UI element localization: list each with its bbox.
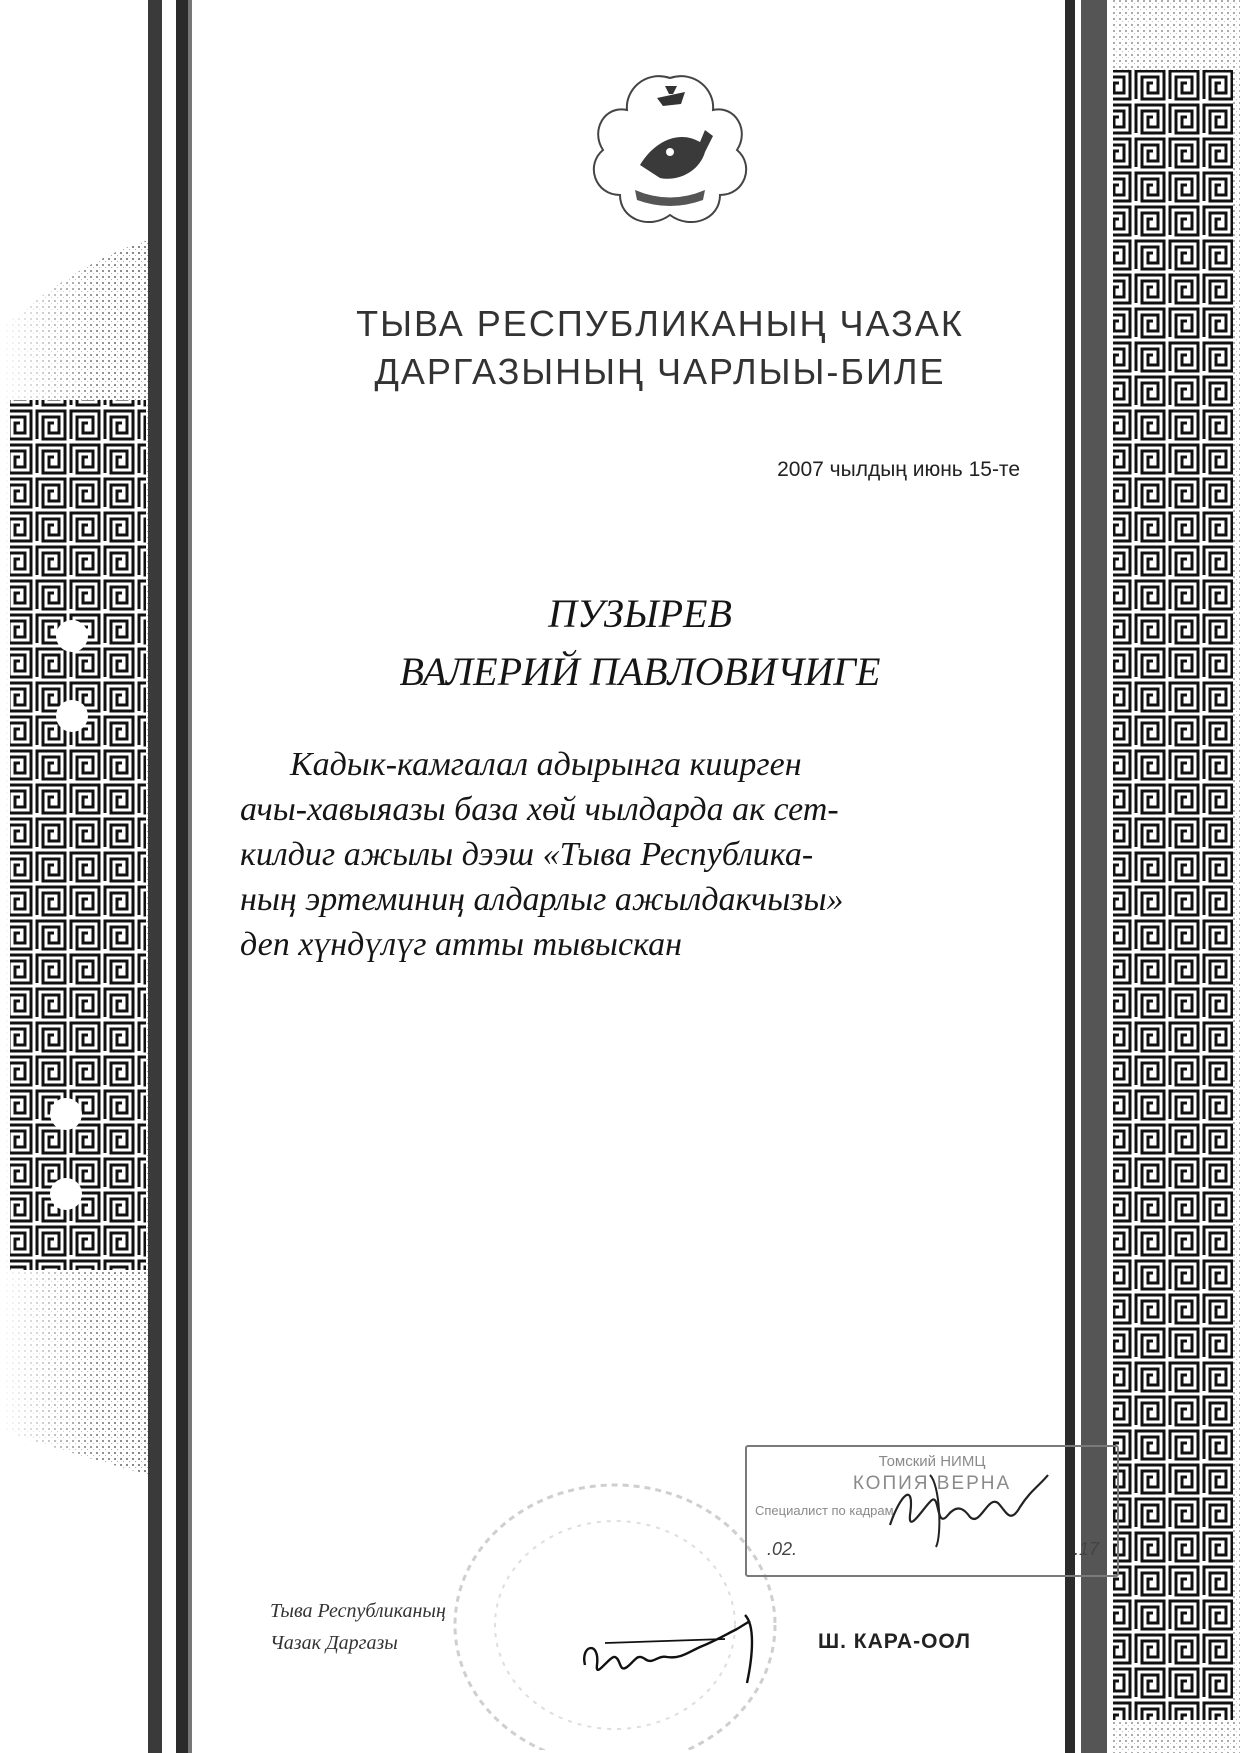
citation-line: Кадык-камгалал адырынга киирген (290, 746, 802, 783)
heading-line-1: ТЫВА РЕСПУБЛИКАНЫҢ ЧАЗАК (356, 303, 964, 344)
recipient-surname: ПУЗЫРЕВ (548, 591, 732, 636)
punch-hole (56, 620, 88, 652)
punch-hole (56, 700, 88, 732)
stamp-date-mark: .02. (767, 1539, 798, 1559)
heading-line-2: ДАРГАЗЫНЫҢ ЧАРЛЫЫ-БИЛЕ (374, 351, 946, 392)
document-date: 2007 чылдың июнь 15-те (777, 458, 1020, 481)
citation-line: килдиг ажылы дээш «Тыва Республика- (240, 836, 814, 873)
stamp-signature-icon (870, 1455, 1070, 1555)
citation-text (240, 742, 1020, 967)
stamp-year-mark: .17 (1073, 1539, 1099, 1559)
citation-line: деп хүндүлүг атты тывыскан (240, 926, 682, 963)
issuer-line-2: Чазак Даргазы (270, 1632, 398, 1654)
recipient-given-names: ВАЛЕРИЙ ПАВЛОВИЧИГЕ (399, 649, 881, 694)
issuer-line-1: Тыва Республиканың (270, 1600, 446, 1622)
stamp-organization: Томский НИМЦ (878, 1453, 986, 1470)
document-heading (320, 300, 1000, 396)
left-ornament-border (0, 0, 210, 1753)
punch-hole (50, 1098, 82, 1130)
citation-line: ның эртеминиң алдарлыг ажылдакчызы» (240, 881, 844, 918)
issuer-title (270, 1595, 446, 1659)
signatory-name: Ш. КАРА-ООЛ (818, 1630, 971, 1653)
stamp-title: КОПИЯ ВЕРНА (852, 1473, 1012, 1494)
republic-emblem-icon (585, 70, 755, 230)
main-signature-icon (575, 1595, 785, 1690)
citation-line: ачы-хавыяазы база хөй чылдарда ак сет- (240, 791, 839, 828)
stamp-specialist: Специалист по кадрам (755, 1503, 894, 1518)
punch-hole (50, 1178, 82, 1210)
recipient-name (330, 585, 950, 701)
